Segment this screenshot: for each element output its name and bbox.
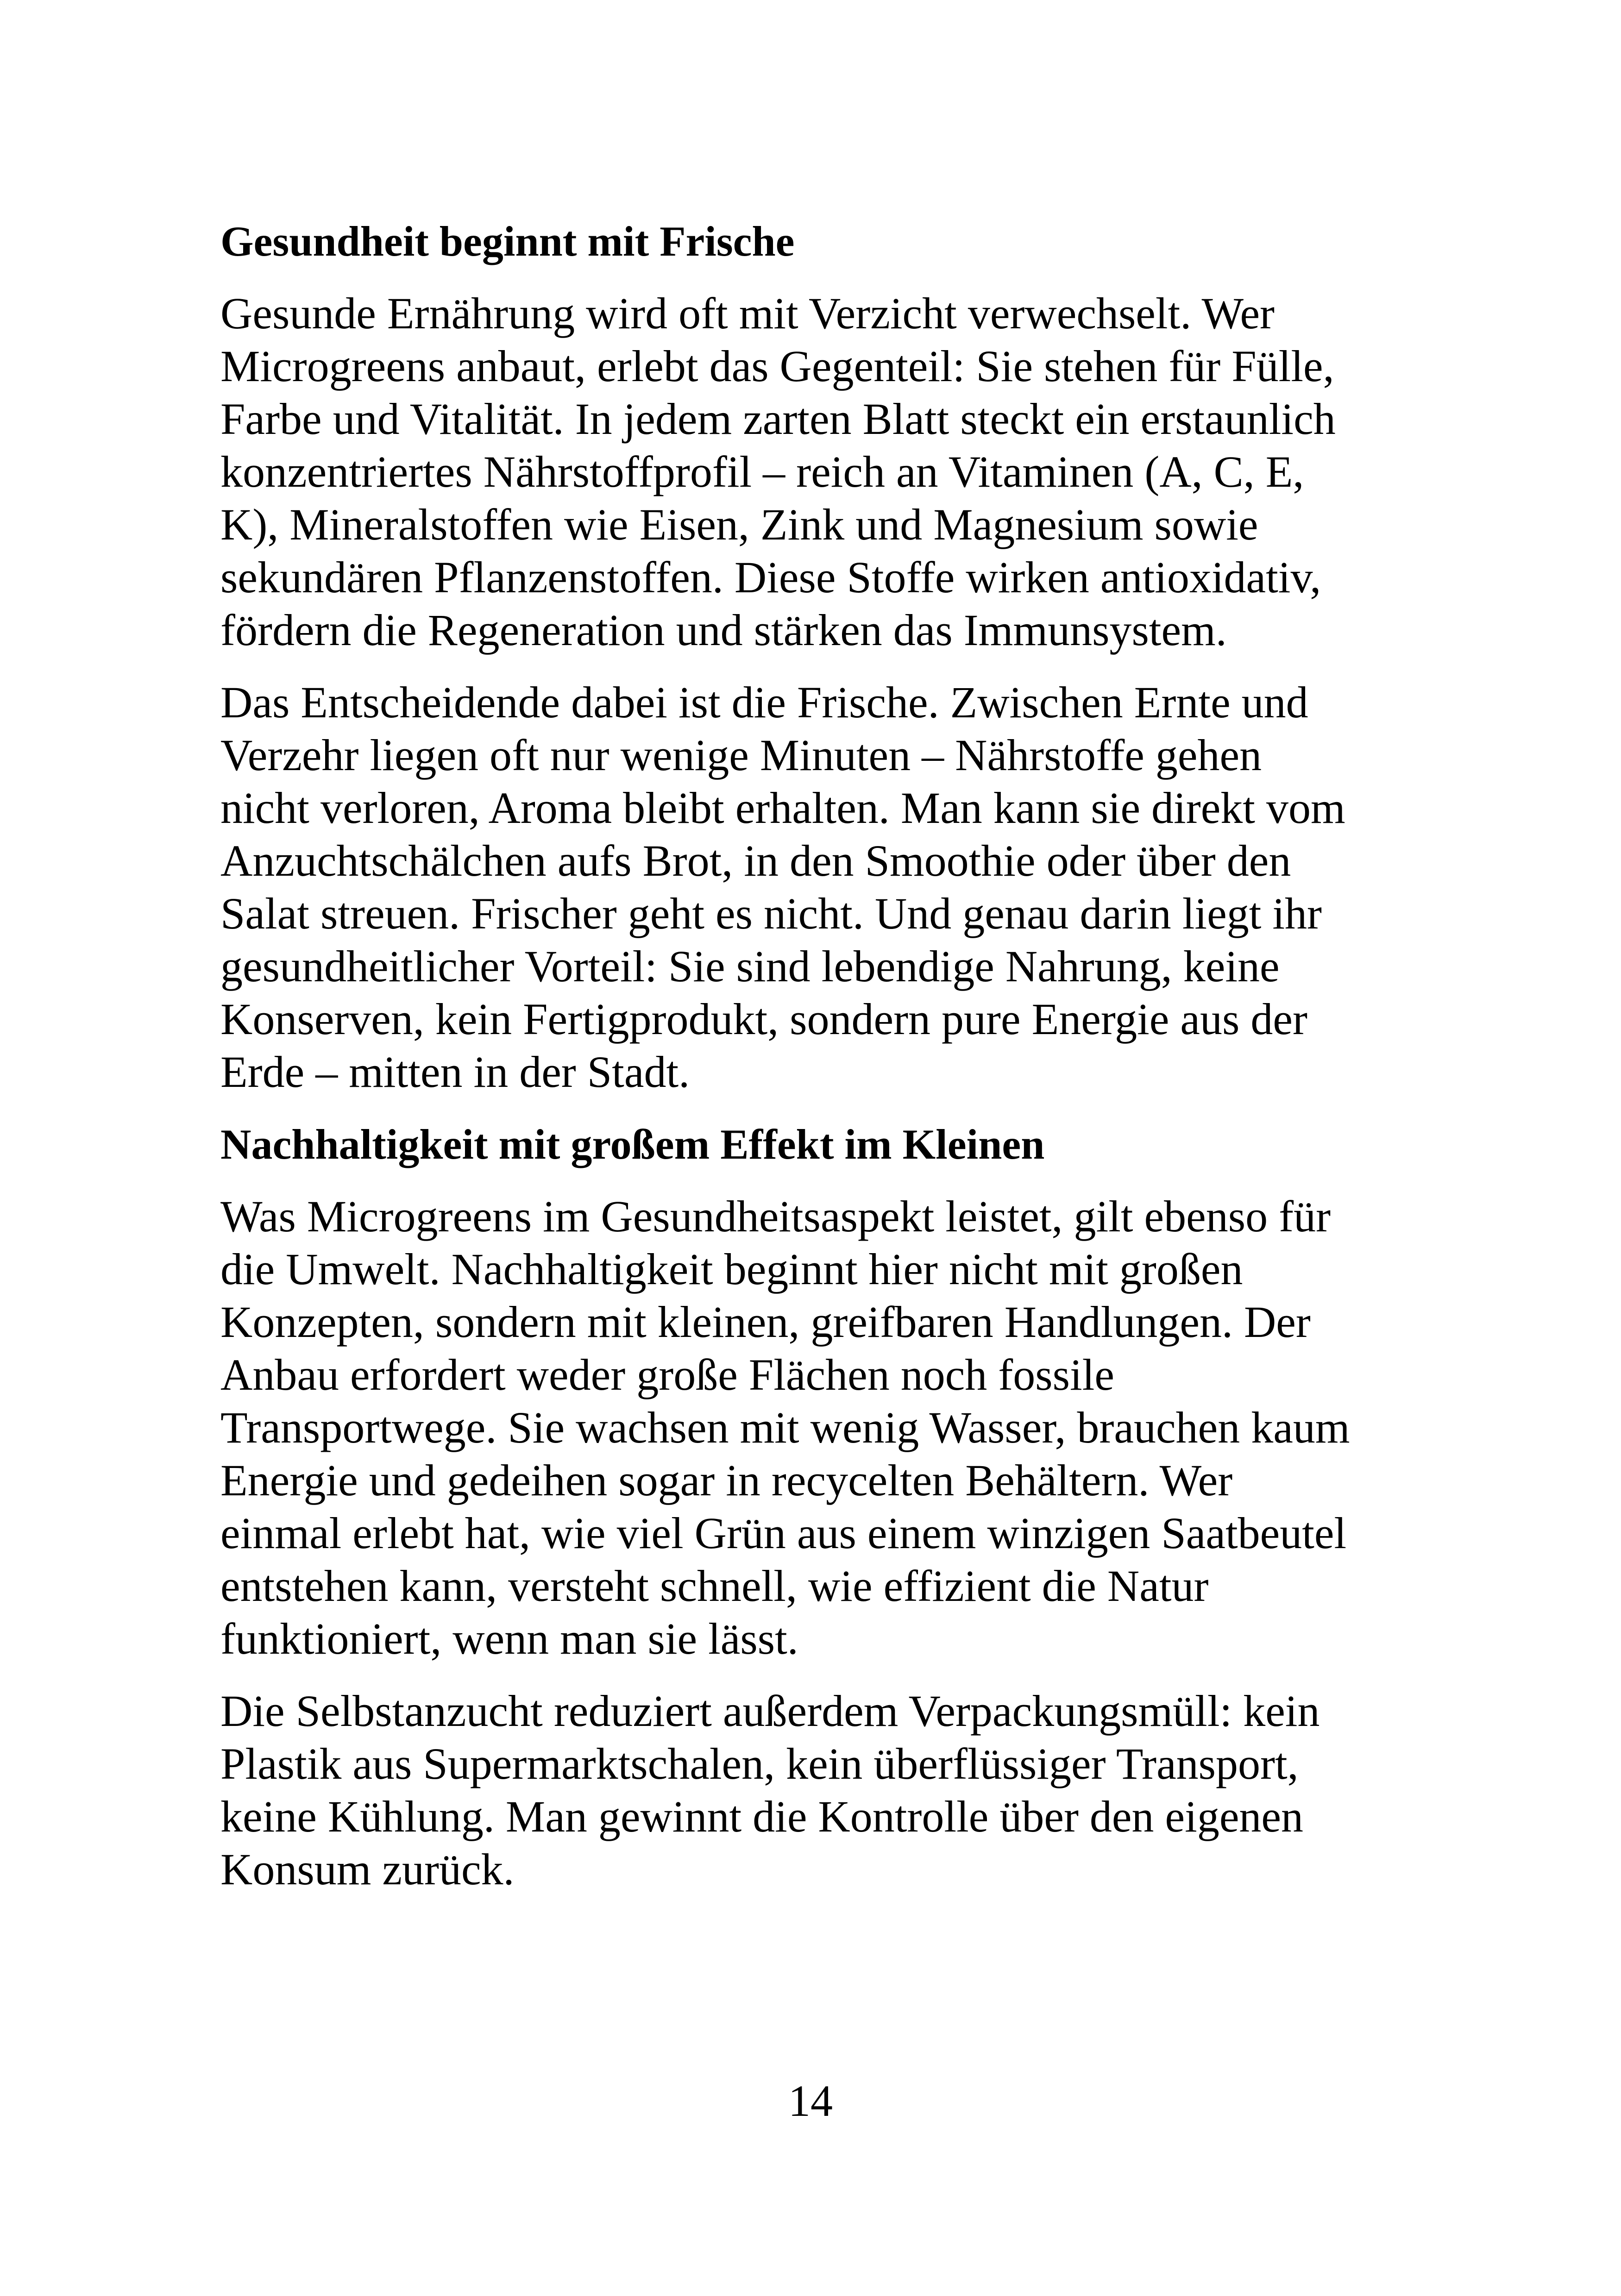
text-line: Konsum zurück. (220, 1844, 515, 1894)
section-gesundheit (220, 215, 1415, 1098)
page-body (220, 215, 1415, 1896)
text-line: Transportwege. Sie wachsen mit wenig Wasser, brauchen kaum (220, 1403, 1350, 1452)
text-line: Anzuchtschälchen aufs Brot, in den Smoothie oder über den (220, 836, 1291, 885)
text-line: konzentriertes Nährstoffprofil – reich an Vitaminen (A, C, E, (220, 447, 1304, 496)
text-line: einmal erlebt hat, wie viel Grün aus einem winzigen Saatbeutel (220, 1508, 1347, 1558)
text-line: Die Selbstanzucht reduziert außerdem Verpackungsmüll: kein (220, 1686, 1320, 1736)
paragraph (220, 1190, 1415, 1665)
text-line: Verzehr liegen oft nur wenige Minuten – Nährstoffe gehen (220, 730, 1262, 780)
text-line: Konserven, kein Fertigprodukt, sondern pure Energie aus der (220, 994, 1307, 1044)
text-line: die Umwelt. Nachhaltigkeit beginnt hier nicht mit großen (220, 1244, 1243, 1294)
section-heading: Nachhaltigkeit mit großem Effekt im Kleinen (220, 1121, 1045, 1168)
text-line: Konzepten, sondern mit kleinen, greifbaren Handlungen. Der (220, 1297, 1311, 1347)
text-line: Energie und gedeihen sogar in recycelten Behältern. Wer (220, 1455, 1233, 1505)
text-line: Das Entscheidende dabei ist die Frische. Zwischen Ernte und (220, 678, 1308, 727)
text-line: Salat streuen. Frischer geht es nicht. Und genau darin liegt ihr (220, 889, 1322, 938)
text-line: gesundheitlicher Vorteil: Sie sind lebendige Nahrung, keine (220, 941, 1280, 991)
text-line: Erde – mitten in der Stadt. (220, 1047, 690, 1097)
text-line: Was Microgreens im Gesundheitsaspekt leistet, gilt ebenso für (220, 1192, 1331, 1241)
text-line: K), Mineralstoffen wie Eisen, Zink und Magnesium sowie (220, 500, 1258, 549)
text-line: nicht verloren, Aroma bleibt erhalten. Man kann sie direkt vom (220, 783, 1345, 833)
section-heading: Gesundheit beginnt mit Frische (220, 218, 795, 265)
text-line: sekundären Pflanzenstoffen. Diese Stoffe wirken antioxidativ, (220, 552, 1321, 602)
text-line: funktioniert, wenn man sie lässt. (220, 1614, 798, 1663)
text-line: Plastik aus Supermarktschalen, kein überflüssiger Transport, (220, 1739, 1299, 1788)
paragraph (220, 676, 1415, 1098)
section-nachhaltigkeit (220, 1118, 1415, 1896)
page-number: 14 (788, 2076, 833, 2126)
text-line: Microgreens anbaut, erlebt das Gegenteil: Sie stehen für Fülle, (220, 341, 1334, 391)
paragraph (220, 1685, 1415, 1896)
text-line: keine Kühlung. Man gewinnt die Kontrolle über den eigenen (220, 1792, 1304, 1841)
text-line: Farbe und Vitalität. In jedem zarten Blatt steckt ein erstaunlich (220, 394, 1336, 444)
text-line: Gesunde Ernährung wird oft mit Verzicht verwechselt. Wer (220, 289, 1275, 338)
text-line: Anbau erfordert weder große Flächen noch fossile (220, 1350, 1114, 1399)
text-line: fördern die Regeneration und stärken das Immunsystem. (220, 605, 1227, 655)
paragraph (220, 287, 1415, 657)
text-line: entstehen kann, versteht schnell, wie effizient die Natur (220, 1561, 1209, 1611)
